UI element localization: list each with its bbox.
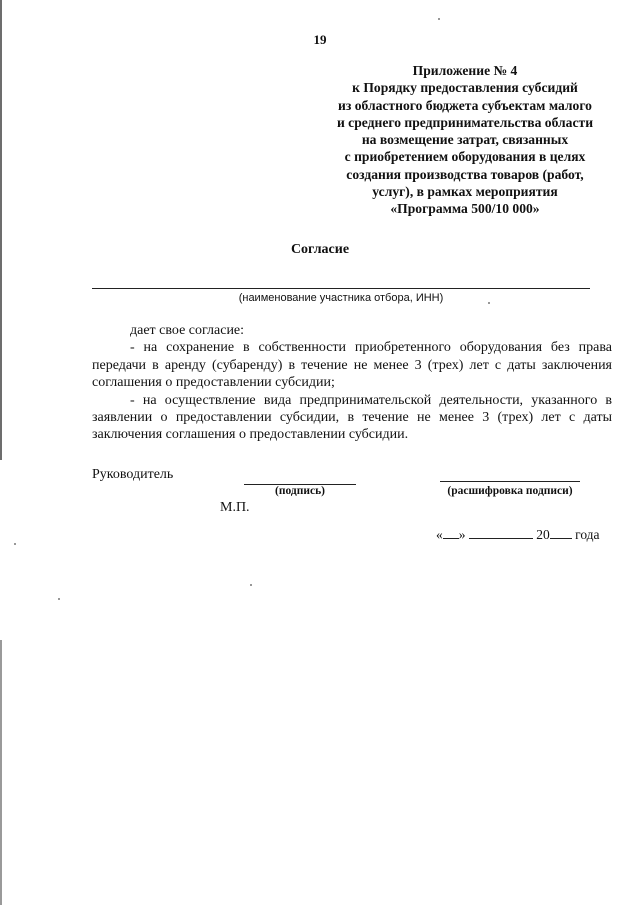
date-row bbox=[436, 526, 600, 543]
appendix-line: создания производства товаров (работ, bbox=[346, 166, 584, 182]
appendix-line: на возмещение затрат, связанных bbox=[361, 132, 569, 148]
appendix-line: из областного бюджета субъектам малого bbox=[338, 97, 592, 113]
page-number: 19 bbox=[313, 32, 327, 47]
scan-speck bbox=[250, 584, 252, 586]
appendix-line: «Программа 500/10 000» bbox=[390, 201, 540, 217]
month-blank bbox=[469, 526, 533, 539]
scan-speck bbox=[488, 302, 490, 304]
day-blank bbox=[443, 526, 459, 539]
stamp-place-label: М.П. bbox=[220, 500, 250, 515]
participant-name-line bbox=[92, 288, 590, 289]
scan-edge-bottom bbox=[0, 640, 2, 905]
appendix-line: Приложение № 4 bbox=[412, 63, 518, 78]
appendix-line: к Порядку предоставления субсидий bbox=[352, 80, 578, 96]
date-close-quote: » bbox=[458, 527, 466, 542]
scan-edge-top bbox=[0, 0, 2, 460]
signature-decoding-caption: (расшифровка подписи) bbox=[447, 485, 573, 497]
consent-body bbox=[92, 322, 612, 444]
appendix-header bbox=[310, 62, 620, 218]
head-role-label: Руководитель bbox=[92, 467, 174, 482]
scan-speck bbox=[438, 18, 440, 20]
appendix-line: услуг), в рамках мероприятия bbox=[372, 184, 558, 200]
year-prefix: 20 bbox=[536, 527, 550, 542]
scan-speck bbox=[14, 543, 16, 545]
signature-caption: (подпись) bbox=[275, 485, 325, 497]
appendix-line: и среднего предпринимательства области bbox=[336, 114, 594, 130]
year-suffix: года bbox=[575, 527, 600, 542]
document-title: Согласие bbox=[290, 242, 350, 257]
appendix-line: с приобретением оборудования в целях bbox=[344, 149, 586, 165]
signature-decoding-line bbox=[440, 481, 580, 482]
consent-intro: дает свое согласие: bbox=[130, 323, 245, 338]
consent-item: - на сохранение в собственности приобретенного оборудования без права передачи в аренду (субаренду) в течение не менее 3 (трех) лет с даты заключения соглашения о предоставлении субсидии; bbox=[92, 340, 612, 391]
participant-name-caption: (наименование участника отбора, ИНН) bbox=[238, 292, 444, 304]
year-blank bbox=[550, 526, 572, 539]
date-open-quote: « bbox=[436, 527, 443, 542]
scan-speck bbox=[58, 598, 60, 600]
consent-item: - на осуществление вида предпринимательской деятельности, указанного в заявлении о предоставлении субсидии, в течение не менее 3 (трех) лет с даты заключения соглашения о предоставлении субсидии. bbox=[92, 392, 612, 443]
